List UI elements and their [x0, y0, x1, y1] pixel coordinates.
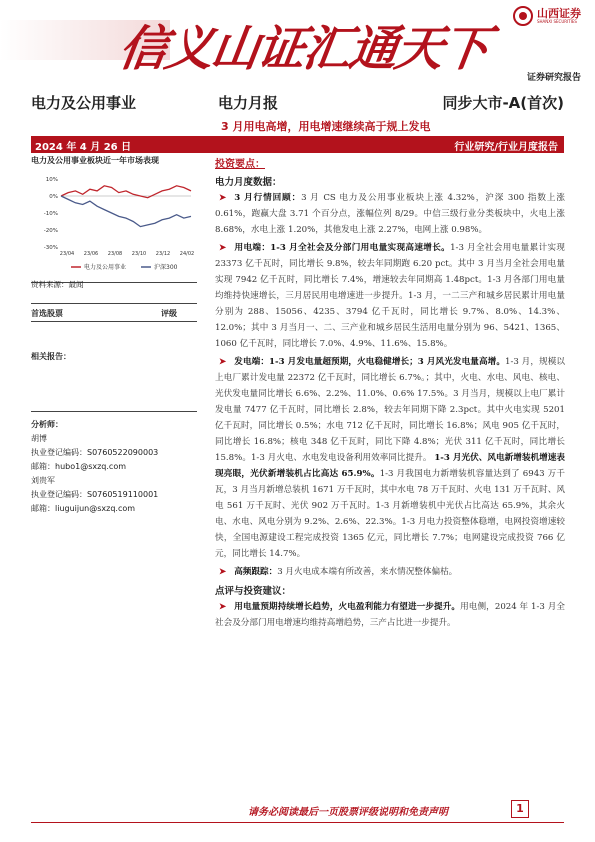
paragraph-text: 1-3 月，规模以上电厂累计发电量 22372 亿千瓦时，同比增长 6.7%。；其中，火电、水电、风电、核电、光伏发电量同比增长 6.6%、2.2%、11.0%、0.6% 17.5%。3 月当月，规模以上电厂累计发电量 7477 亿千瓦时，同比增长 2.8%，较去年同期下降 2.3pct。其中火电实现 5201 亿千瓦时，同比增长 0.5%；水电 712 亿千瓦时，同比增长 16.8%；风电 905 亿千瓦时，同比增长 16.8%；核电 348 亿千瓦时，同比下降 4.8%；光伏 311 亿千瓦时，同比增长 15.8%。1-3 月火电、水电发电设备利用效率同比提升。 — [215, 357, 565, 463]
paragraph-label: 用电量预期持续增长趋势，火电盈利能力有望进一步提升。 — [234, 602, 461, 612]
logo-icon — [513, 6, 533, 26]
paragraph-text: 1-3 月全社会用电量累计实现 23373 亿千瓦时，同比增长 9.8%，较去年同期跑 6.20 pct。其中 3 月当月全社会用电量实现 7942 亿千瓦时，同比增长 7.4%，增速较去年同期高 1.48pct。1-3 月各部门用电量均维持快速增长，三月居民用电增速进一步提升。1-3 月，一二三产和城乡居民累计用电量分别为 288、15056、4235、3794 亿千瓦时，同比增长 9.7%、8.0%、14.3%、12.0%；其中 3 月当月一、二、三产业和城乡居民生活用电量分别为 96、5421、1365、1060 亿千瓦时，同比增长 7.0%、4.9%、11.6%、15.8%。 — [215, 243, 565, 349]
analyst-block — [31, 418, 158, 516]
investment-points-heading: 投资要点： — [215, 159, 265, 170]
analyst-license: 执业登记编码：S0760519110001 — [31, 490, 159, 499]
banner-slogan: 信义山证汇通天下 — [115, 21, 492, 77]
industry-rating: 同步大市-A(首次) — [442, 94, 564, 112]
page-number: 1 — [511, 800, 529, 818]
footer-divider — [31, 822, 564, 823]
paragraph-text: 3 月火电成本端有所改善，来水情况整体偏枯。 — [277, 567, 458, 577]
paragraph-label: 1-3 月光伏、风电新增装机增速表现亮眼，光伏新增装机占比高达 65.9%。 — [215, 453, 566, 479]
divider — [31, 303, 197, 304]
chart-source: 资料来源：最闻 — [31, 280, 84, 289]
x-tick-label: 23/06 — [83, 251, 99, 257]
report-headline: 3 月用电高增，用电增速继续高于规上发电 — [221, 120, 431, 133]
market-chart — [31, 169, 197, 283]
report-category: 行业研究/行业月度报告 — [454, 142, 558, 153]
analyst-email[interactable]: 邮箱：liuguijun@sxzq.com — [31, 504, 136, 513]
chart-title: 电力及公用事业板块近一年市场表现 — [31, 156, 159, 165]
paragraph-market-review — [215, 190, 565, 238]
report-date: 2024 年 4 月 26 日 — [35, 142, 132, 153]
analyst-name: 胡博 — [31, 434, 47, 443]
related-reports-label: 相关报告： — [31, 352, 71, 361]
bullet-arrow-icon: ➤ — [219, 243, 227, 253]
bullet-arrow-icon: ➤ — [219, 193, 227, 203]
paragraph-label: 发电端：1-3 月发电量超预期，火电稳健增长；3 月风光发电量高增。 — [234, 357, 505, 367]
legend-label: 沪深300 — [154, 264, 178, 271]
logo-text: 山西证券 — [537, 7, 581, 20]
legend-label: 电力及公用事业 — [84, 264, 127, 271]
paragraph-demand — [215, 240, 565, 352]
paragraph-text: 1-3 月我国电力新增装机容量达到了 6943 万千瓦，3 月当月新增总装机 1671 万千瓦时，其中水电 78 万千瓦时、火电 131 万千瓦时、风电 561 万千瓦时、光伏 902 万千瓦时。1-3 月新增装机中光伏占比高达 65.9%，其余火电、水电、风电分别为 9.2%、2.6%、22.3%。1-3 月电力投资整体稳增，电网投资增速较快，全国电源建设工程完成投资 1365 亿元，同比增长 7.7%；电网建设完成投资 766 亿元，同比增长 14.7%。 — [215, 469, 565, 559]
title-bar — [31, 88, 564, 138]
x-tick-label: 24/02 — [179, 251, 195, 257]
bullet-arrow-icon: ➤ — [219, 567, 227, 577]
monthly-data-heading: 电力月度数据： — [215, 177, 282, 188]
paragraph-text: 用电侧，2024 年 1-3 月全社会及分部门用电增速均维持高增趋势，三产占比进一步提升。 — [215, 602, 565, 628]
date-bar — [31, 136, 564, 153]
paragraph-label: 用电端：1-3 月全社会及分部门用电量实现高速增长。 — [234, 243, 451, 253]
analyst-header: 分析师： — [31, 420, 63, 429]
logo-subtext: SHANXI SECURITIES — [537, 19, 577, 24]
y-tick-label: -30% — [43, 245, 58, 251]
analyst-license: 执业登记编码：S0760522090003 — [31, 448, 159, 457]
x-tick-label: 23/12 — [155, 251, 171, 257]
x-tick-label: 23/04 — [59, 251, 75, 257]
rating-header-label: 评级 — [161, 309, 177, 318]
bullet-arrow-icon: ➤ — [219, 357, 227, 367]
divider — [31, 321, 197, 322]
x-tick-label: 23/08 — [107, 251, 123, 257]
analyst-email[interactable]: 邮箱：hubo1@sxzq.com — [31, 462, 127, 471]
market-performance-chart — [31, 169, 197, 279]
paragraph-tracking — [215, 564, 565, 580]
main-content — [215, 155, 565, 631]
divider — [31, 411, 197, 412]
stock-table-header — [31, 308, 197, 319]
footer-disclaimer: 请务必阅读最后一页股票评级说明和免责声明 — [248, 807, 448, 818]
left-sidebar — [31, 155, 197, 513]
report-name: 电力月报 — [218, 94, 279, 112]
advice-heading: 点评与投资建议： — [215, 586, 292, 597]
paragraph-label: 3 月行情回顾： — [234, 193, 302, 203]
report-type: 证券研究报告 — [526, 73, 581, 83]
analyst-name: 刘贵军 — [31, 476, 55, 485]
header-banner — [0, 0, 595, 82]
stock-header-label: 首选股票 — [31, 309, 63, 318]
series-line — [61, 196, 191, 227]
company-logo — [513, 6, 581, 26]
y-tick-label: -10% — [43, 211, 58, 217]
paragraph-advice — [215, 599, 565, 631]
paragraph-text: 3 月 CS 电力及公用事业板块上涨 4.32%，沪深 300 指数上涨 0.61%，跑赢大盘 3.71 个百分点，涨幅位列 8/29。中信三级行业分类板块中，火电上涨 8.68%，水电上涨 1.20%，其他发电上涨 2.27%，电网上涨 0.98%。 — [215, 193, 565, 235]
paragraph-generation — [215, 354, 565, 562]
y-tick-label: 0% — [49, 194, 58, 200]
y-tick-label: 10% — [45, 177, 58, 183]
sector-name: 电力及公用事业 — [31, 94, 137, 112]
y-tick-label: -20% — [43, 228, 58, 234]
x-tick-label: 23/10 — [131, 251, 147, 257]
bullet-arrow-icon: ➤ — [219, 602, 227, 612]
paragraph-label: 高频跟踪： — [234, 567, 278, 577]
